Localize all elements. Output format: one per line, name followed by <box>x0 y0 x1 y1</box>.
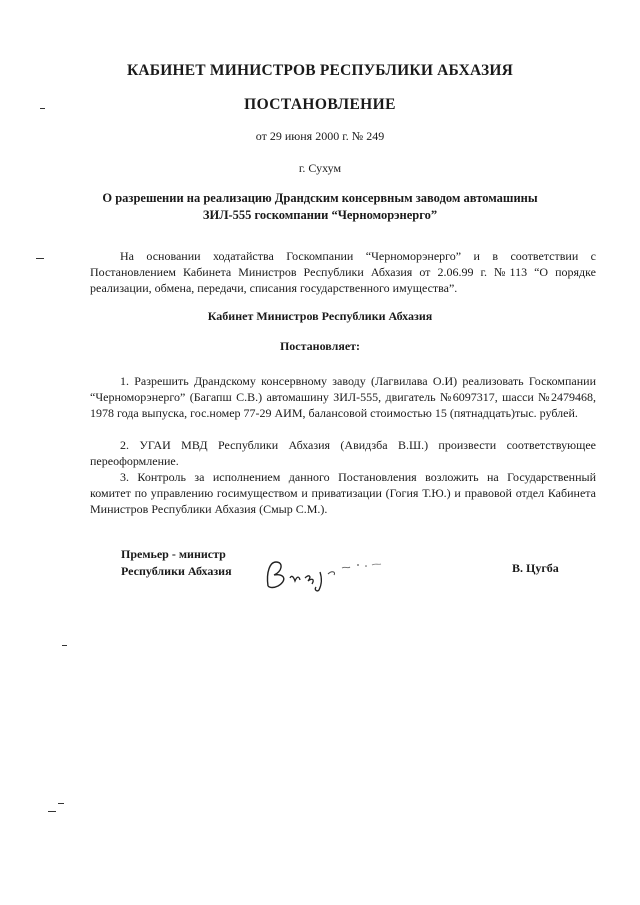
preamble-paragraph <box>90 248 596 296</box>
scan-mark <box>48 811 56 812</box>
item-3-text: 3. Контроль за исполнением данного Постановления возложить на Государственный комитет по управлению госимуществом и приватизации (Гогия Т.Ю.) и правовой отдел Кабинета Министров Республики Абхазия (Смыр С.М.). <box>90 470 596 516</box>
cabinet-heading: КАБИНЕТ МИНИСТРОВ РЕСПУБЛИКИ АБХАЗИЯ <box>126 62 514 79</box>
resolves-heading: Постановляет: <box>279 339 361 353</box>
signatory-title-line-1: Премьер - министр <box>121 547 226 561</box>
city-line: г. Сухум <box>298 161 342 175</box>
handwritten-signature <box>262 548 392 593</box>
preamble-text: На основании ходатайства Госкомпании “Черноморэнерго” и в соответствии с Постановлением Кабинета Министров Республики Абхазия от 2.06.99 г. №113 “О порядке реализации, обмена, передачи, списания государственного имущества”. <box>90 249 596 295</box>
document-type-title: ПОСТАНОВЛЕНИЕ <box>244 96 396 113</box>
signatory-title <box>121 546 232 580</box>
item-2-text: 2. УГАИ МВД Республики Абхазия (Авидзба В.Ш.) произвести соответствующее переоформление. <box>90 438 596 468</box>
item-2 <box>90 437 596 469</box>
scan-mark <box>62 645 67 646</box>
item-1-text: 1. Разрешить Драндскому консервному заводу (Лагвилава О.И) реализовать Госкомпании “Черноморэнерго” (Багапш С.В.) автомашину ЗИЛ-555, двигатель №6097317, шасси №2479468, 1978 года выпуска, гос.номер 77-29 АИМ, балансовой стоимостью 15 (пятнадцать)тыс. рублей. <box>90 374 596 420</box>
scan-mark <box>36 258 44 259</box>
item-3 <box>90 469 596 517</box>
signatory-name: В. Цугба <box>512 561 559 575</box>
item-1 <box>90 373 596 421</box>
scan-mark <box>40 108 45 109</box>
signatory-title-line-2: Республики Абхазия <box>121 564 232 578</box>
issuer-heading: Кабинет Министров Республики Абхазия <box>207 309 433 323</box>
subject-line-2: ЗИЛ-555 госкомпании “Черноморэнерго” <box>202 208 438 222</box>
date-number-line: от 29 июня 2000 г. № 249 <box>255 129 385 143</box>
subject-line-1: О разрешении на реализацию Драндским консервным заводом автомашины <box>102 191 538 205</box>
scan-mark <box>58 803 64 804</box>
